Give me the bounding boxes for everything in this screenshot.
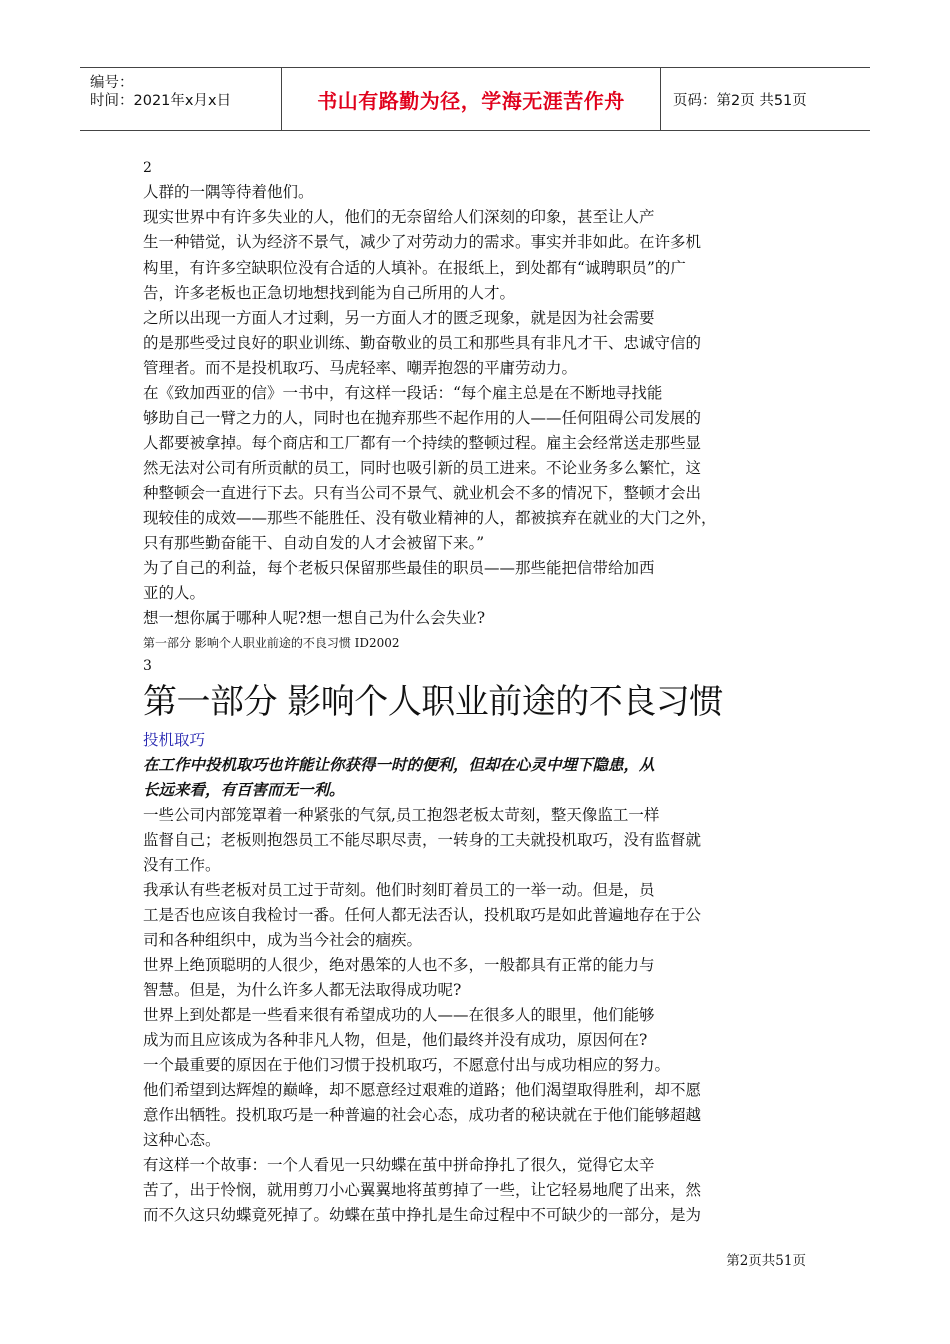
paragraph-line: 亚的人。 [143, 584, 206, 602]
paragraph-line: 的是那些受过良好的职业训练、勤奋敬业的员工和那些具有非凡才干、忠诚守信的 [143, 334, 702, 352]
intro-line: 长远来看，有百害而无一利。 [143, 780, 345, 799]
page-footer: 第2页共51页 [726, 1253, 806, 1269]
paragraph-line: 生一种错觉，认为经济不景气，减少了对劳动力的需求。事实并非如此。在许多机 [143, 233, 702, 251]
section-note: 第一部分 影响个人职业前途的不良习惯 ID2002 [143, 636, 400, 650]
paragraph-line: 然无法对公司有所贡献的员工，同时也吸引新的员工进来。不论业务多么繁忙，这 [143, 459, 702, 477]
paragraph-line: 他们希望到达辉煌的巅峰，却不愿意经过艰难的道路；他们渴望取得胜利，却不愿 [143, 1081, 702, 1099]
paragraph-line: 没有工作。 [143, 856, 221, 874]
date-label: 时间：2021年x月x日 [90, 93, 232, 109]
paragraph-line: 在《致加西亚的信》一书中，有这样一段话：“每个雇主总是在不断地寻找能 [143, 384, 663, 402]
paragraph-line: 而不久这只幼蝶竟死掉了。幼蝶在茧中挣扎是生命过程中不可缺少的一部分，是为 [143, 1206, 702, 1224]
paragraph-line: 司和各种组织中，成为当今社会的痼疾。 [143, 931, 423, 949]
paragraph-line: 苦了，出于怜悯，就用剪刀小心翼翼地将茧剪掉了一些，让它轻易地爬了出来，然 [143, 1181, 702, 1199]
section-subheading: 投机取巧 [143, 731, 206, 749]
paragraph-line: 告，许多老板也正急切地想找到能为自己所用的人才。 [143, 284, 516, 302]
header-page-label: 页码：第2页 共51页 [673, 92, 807, 109]
paragraph-line: 够助自己一臂之力的人，同时也在抛弃那些不起作用的人——任何阻碍公司发展的 [143, 409, 702, 427]
paragraph-line: 这种心态。 [143, 1131, 221, 1149]
paragraph-line: 意作出牺牲。投机取巧是一种普遍的社会心态，成功者的秘诀就在于他们能够超越 [143, 1106, 702, 1124]
paragraph-line: 一个最重要的原因在于他们习惯于投机取巧，不愿意付出与成功相应的努力。 [143, 1056, 671, 1074]
number-label: 编号： [90, 75, 134, 91]
paragraph-line: 智慧。但是，为什么许多人都无法取得成功呢? [143, 981, 462, 999]
paragraph-line: 现较佳的成效——那些不能胜任、没有敬业精神的人，都被摈弃在就业的大门之外， [143, 509, 717, 527]
paragraph-line: 管理者。而不是投机取巧、马虎轻率、嘲弄抱怨的平庸劳动力。 [143, 359, 578, 377]
page-number-marker: 2 [143, 160, 152, 176]
paragraph-line: 人都要被拿掉。每个商店和工厂都有一个持续的整顿过程。雇主会经常送走那些显 [143, 434, 702, 452]
document-header [80, 67, 870, 131]
paragraph-line: 工是否也应该自我检讨一番。任何人都无法否认，投机取巧是如此普遍地存在于公 [143, 906, 702, 924]
paragraph-line: 成为而且应该成为各种非凡人物，但是，他们最终并没有成功，原因何在? [143, 1031, 648, 1049]
paragraph-line: 世界上绝顶聪明的人很少，绝对愚笨的人也不多，一般都具有正常的能力与 [143, 956, 655, 974]
paragraph-line: 种整顿会一直进行下去。只有当公司不景气、就业机会不多的情况下，整顿才会出 [143, 484, 702, 502]
section-heading: 第一部分 影响个人职业前途的不良习惯 [143, 682, 723, 722]
paragraph-line: 我承认有些老板对员工过于苛刻。他们时刻盯着员工的一举一动。但是，员 [143, 881, 655, 899]
header-motto: 书山有路勤为径，学海无涯苦作舟 [282, 68, 661, 130]
paragraph-line: 监督自己；老板则抱怨员工不能尽职尽责，一转身的工夫就投机取巧，没有监督就 [143, 831, 702, 849]
intro-line: 在工作中投机取巧也许能让你获得一时的便利，但却在心灵中埋下隐患，从 [143, 755, 655, 774]
page-number-marker: 3 [143, 658, 152, 674]
paragraph-line: 只有那些勤奋能干、自动自发的人才会被留下来。” [143, 534, 485, 552]
paragraph-line: 构里，有许多空缺职位没有合适的人填补。在报纸上，到处都有“诚聘职员”的广 [143, 259, 686, 277]
header-meta [80, 68, 282, 130]
paragraph-line: 现实世界中有许多失业的人，他们的无奈留给人们深刻的印象，甚至让人产 [143, 208, 655, 226]
paragraph-line: 想一想你属于哪种人呢?想一想自己为什么会失业? [143, 609, 486, 627]
paragraph-line: 人群的一隅等待着他们。 [143, 183, 314, 201]
paragraph-line: 世界上到处都是一些看来很有希望成功的人——在很多人的眼里，他们能够 [143, 1006, 655, 1024]
paragraph-line: 有这样一个故事：一个人看见一只幼蝶在茧中拼命挣扎了很久，觉得它太辛 [143, 1156, 655, 1174]
paragraph-line: 一些公司内部笼罩着一种紧张的气氛,员工抱怨老板太苛刻，整天像监工一样 [143, 806, 660, 824]
paragraph-line: 之所以出现一方面人才过剩，另一方面人才的匮乏现象，就是因为社会需要 [143, 309, 655, 327]
paragraph-line: 为了自己的利益，每个老板只保留那些最佳的职员——那些能把信带给加西 [143, 559, 655, 577]
